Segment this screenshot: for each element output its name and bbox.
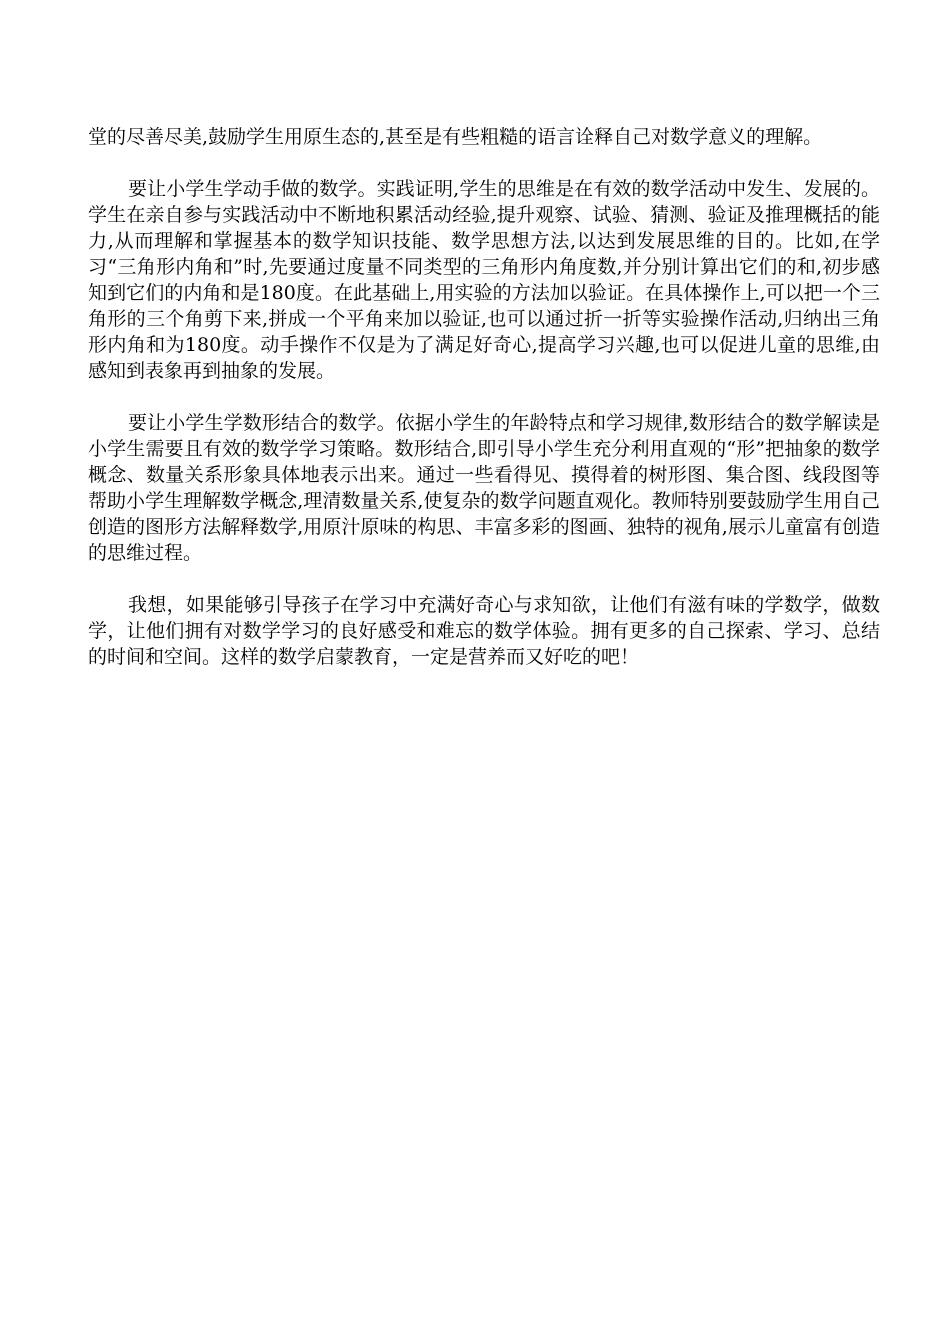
paragraph-conclusion: 我想，如果能够引导孩子在学习中充满好奇心与求知欲，让他们有滋有味的学数学，做数学，让他们拥有对数学学习的良好感受和难忘的数学体验。拥有更多的自己探索、学习、总结的时间和空间。这样的数学启蒙教育，一定是营养而又好吃的吧！ — [88, 594, 880, 668]
paragraph-continuation: 堂的尽善尽美,鼓励学生用原生态的,甚至是有些粗糙的语言诠释自己对数学意义的理解。 — [88, 126, 823, 148]
paragraph-hands-on-math: 要让小学生学动手做的数学。实践证明,学生的思维是在有效的数学活动中发生、发展的。学生在亲自参与实践活动中不断地积累活动经验,提升观察、试验、猜测、验证及推理概括的能力,从而理解和掌握基本的数学知识技能、数学思想方法,以达到发展思维的目的。比如,在学习“三角形内角和”时,先要通过度量不同类型的三角形内角度数,并分别计算出它们的和,初步感知到它们的内角和是180度。在此基础上,用实验的方法加以验证。在具体操作上,可以把一个三角形的三个角剪下来,拼成一个平角来加以验证,也可以通过折一折等实验操作活动,归纳出三角形内角和为180度。动手操作不仅是为了满足好奇心,提高学习兴趣,也可以促进儿童的思维,由感知到表象再到抽象的发展。 — [88, 178, 880, 382]
document-body — [88, 124, 880, 696]
paragraph-number-shape-math: 要让小学生学数形结合的数学。依据小学生的年龄特点和学习规律,数形结合的数学解读是小学生需要且有效的数学学习策略。数形结合,即引导小学生充分利用直观的“形”把抽象的数学概念、数量关系形象具体地表示出来。通过一些看得见、摸得着的树形图、集合图、线段图等帮助小学生理解数学概念,理清数量关系,使复杂的数学问题直观化。教师特别要鼓励学生用自己创造的图形方法解释数学,用原汁原味的构思、丰富多彩的图画、独特的视角,展示儿童富有创造的思维过程。 — [88, 412, 880, 564]
